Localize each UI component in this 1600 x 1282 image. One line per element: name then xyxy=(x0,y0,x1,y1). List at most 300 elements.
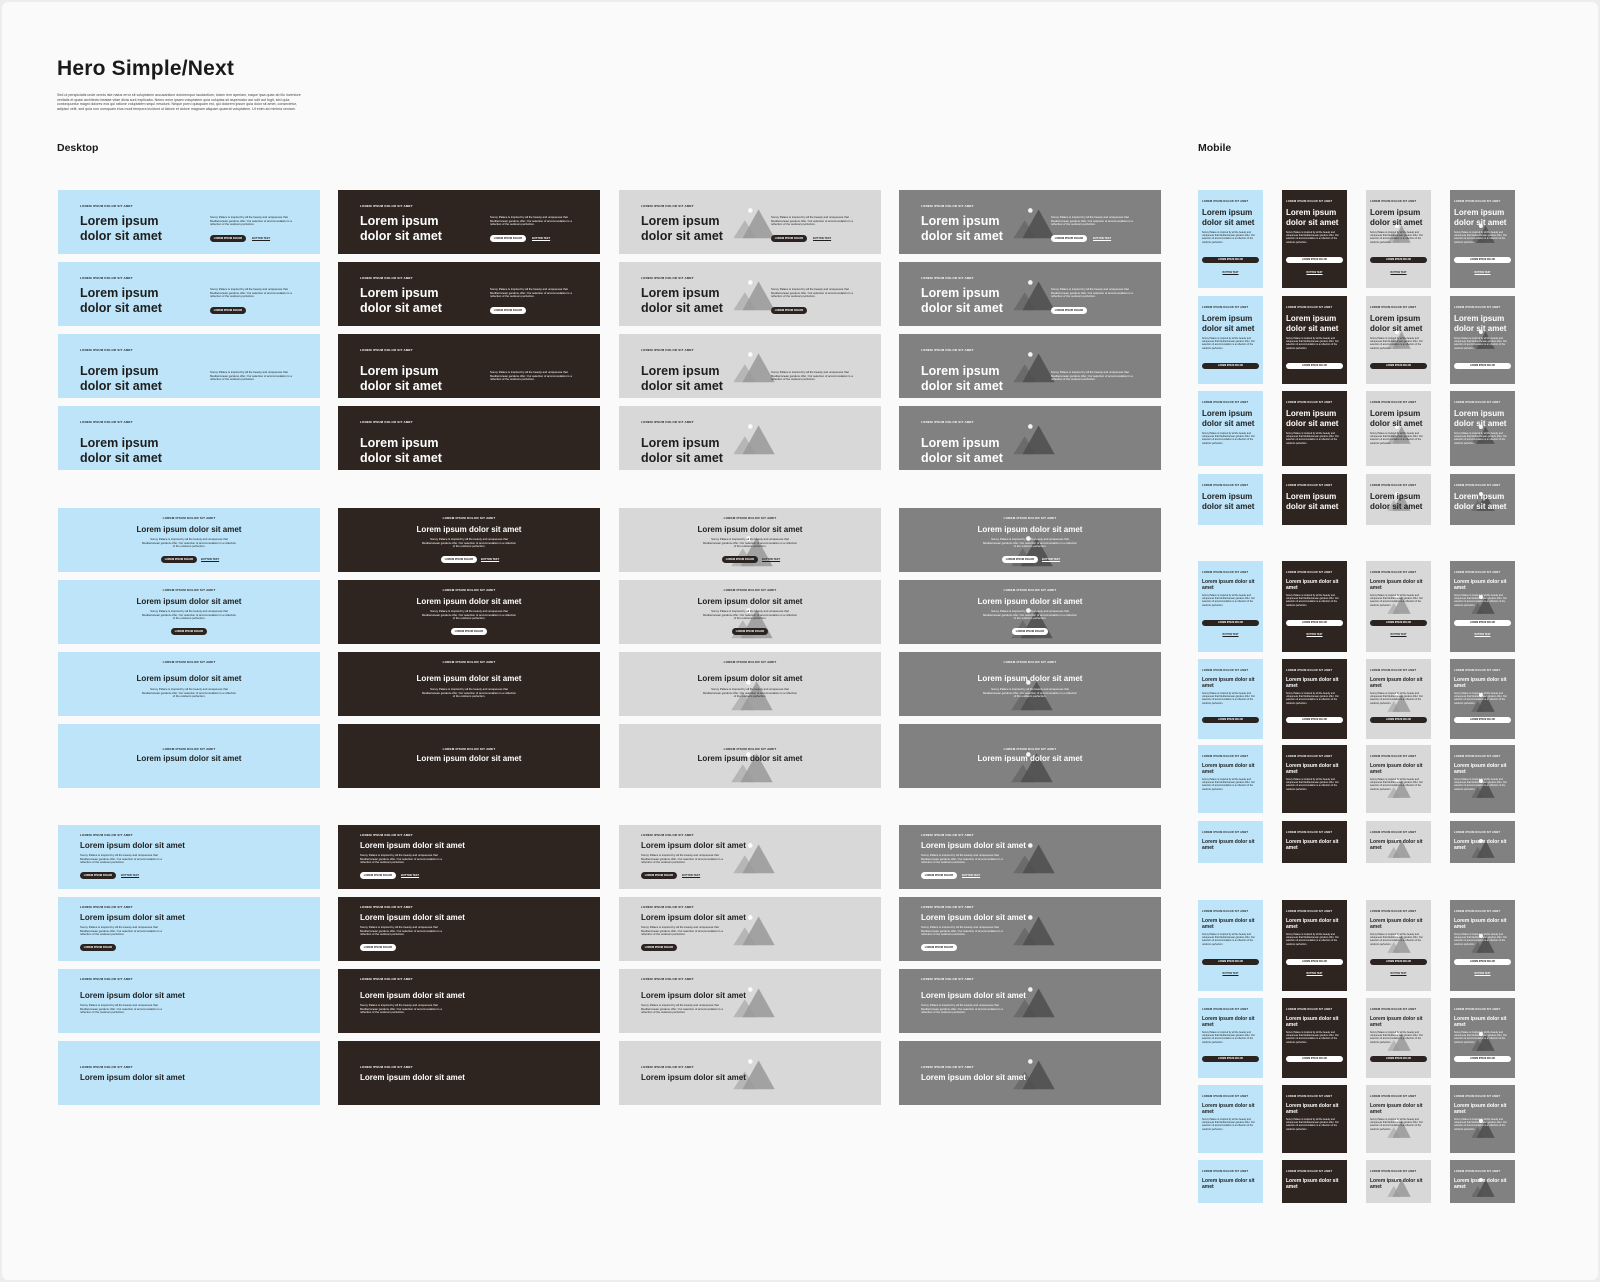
hero-card-desktop xyxy=(338,825,600,889)
hero-eyebrow: LOREM IPSUM DOLOR SIT AMET xyxy=(360,905,413,909)
hero-heading: Lorem ipsum dolor sit amet xyxy=(641,991,746,1000)
hero-secondary-button[interactable]: BUTTON TEXT xyxy=(1306,272,1323,274)
hero-heading: Lorem ipsum dolor sit amet xyxy=(1454,677,1507,690)
hero-secondary-button[interactable]: BUTTON TEXT xyxy=(1390,973,1407,975)
hero-eyebrow: LOREM IPSUM DOLOR SIT AMET xyxy=(1286,755,1333,758)
hero-secondary-button[interactable]: BUTTON TEXT xyxy=(1093,237,1112,240)
hero-eyebrow: LOREM IPSUM DOLOR SIT AMET xyxy=(1202,910,1249,913)
hero-heading: Lorem ipsum dolor sit amet xyxy=(1370,1178,1423,1191)
hero-heading: Lorem ipsum dolor sit amet xyxy=(1286,579,1339,592)
hero-card-mobile xyxy=(1282,561,1347,652)
image-placeholder-icon xyxy=(731,983,777,1019)
hero-eyebrow: LOREM IPSUM DOLOR SIT AMET xyxy=(1003,660,1057,664)
hero-primary-button[interactable]: LOREM IPSUM DOLOR xyxy=(732,628,768,635)
hero-heading: Lorem ipsum dolor sit amet xyxy=(360,436,442,465)
hero-eyebrow: LOREM IPSUM DOLOR SIT AMET xyxy=(360,420,413,424)
hero-heading: Lorem ipsum dolor sit amet xyxy=(416,754,522,763)
hero-primary-button[interactable]: LOREM IPSUM DOLOR xyxy=(1454,257,1511,263)
hero-eyebrow: LOREM IPSUM DOLOR SIT AMET xyxy=(1454,1095,1501,1098)
hero-eyebrow: LOREM IPSUM DOLOR SIT AMET xyxy=(1454,200,1501,203)
hero-heading: Lorem ipsum dolor sit amet xyxy=(416,597,522,606)
hero-body: Sonoy Palace is inspired by all the beauty and uniqueness that Mediterranean gardens offer. Our selection of accommodation is a reflection of the outdoors perfection. xyxy=(771,215,853,227)
hero-primary-button[interactable]: LOREM IPSUM DOLOR xyxy=(1012,628,1048,635)
hero-body: Sonoy Palace is inspired by all the beauty and uniqueness that Mediterranean gardens offer. Our selection of accommodation is a reflection of the outdoors perfection. xyxy=(1286,594,1339,607)
hero-eyebrow: LOREM IPSUM DOLOR SIT AMET xyxy=(921,833,974,837)
hero-heading: Lorem ipsum dolor sit amet xyxy=(1202,918,1255,931)
hero-card-mobile xyxy=(1198,391,1263,466)
hero-eyebrow: LOREM IPSUM DOLOR SIT AMET xyxy=(442,516,496,520)
hero-eyebrow: LOREM IPSUM DOLOR SIT AMET xyxy=(80,1065,133,1069)
hero-primary-button[interactable]: LOREM IPSUM DOLOR xyxy=(641,872,677,879)
hero-primary-button[interactable]: LOREM IPSUM DOLOR xyxy=(1454,1056,1511,1062)
hero-heading: Lorem ipsum dolor sit amet xyxy=(416,525,522,534)
hero-card-mobile xyxy=(1198,296,1263,384)
hero-heading: Lorem ipsum dolor sit amet xyxy=(1454,1016,1507,1029)
hero-card-mobile xyxy=(1366,190,1431,288)
hero-body: Sonoy Palace is inspired by all the beauty and uniqueness that Mediterranean gardens offer. Our selection of accommodation is a reflection of the outdoors perfection. xyxy=(1454,594,1507,607)
hero-body: Sonoy Palace is inspired by all the beauty and uniqueness that Mediterranean gardens offer. Our selection of accommodation is a reflection of the outdoors perfection. xyxy=(771,370,853,382)
hero-heading: Lorem ipsum dolor sit amet xyxy=(641,913,746,922)
hero-secondary-button[interactable]: BUTTON TEXT xyxy=(1042,558,1061,561)
hero-eyebrow: LOREM IPSUM DOLOR SIT AMET xyxy=(1202,1008,1249,1011)
hero-secondary-button[interactable]: BUTTON TEXT xyxy=(401,874,420,877)
hero-eyebrow: LOREM IPSUM DOLOR SIT AMET xyxy=(1370,306,1417,309)
hero-card-desktop xyxy=(58,825,320,889)
hero-heading: Lorem ipsum dolor sit amet xyxy=(1370,1103,1423,1116)
hero-media xyxy=(731,983,777,1019)
hero-heading: Lorem ipsum dolor sit amet xyxy=(80,364,162,393)
hero-primary-button[interactable]: LOREM IPSUM DOLOR xyxy=(1002,556,1038,563)
hero-heading: Lorem ipsum dolor sit amet xyxy=(1286,763,1339,776)
hero-eyebrow: LOREM IPSUM DOLOR SIT AMET xyxy=(442,747,496,751)
hero-primary-button[interactable]: LOREM IPSUM DOLOR xyxy=(771,307,807,314)
hero-eyebrow: LOREM IPSUM DOLOR SIT AMET xyxy=(1454,755,1501,758)
hero-body: Sonoy Palace is inspired by all the beauty and uniqueness that Mediterranean gardens offer. Our selection of accommodation is a reflection of the outdoors perfection. xyxy=(80,853,162,865)
hero-heading: Lorem ipsum dolor sit amet xyxy=(360,214,442,243)
hero-primary-button[interactable]: LOREM IPSUM DOLOR xyxy=(1202,620,1259,626)
hero-card-mobile xyxy=(1198,474,1263,525)
hero-secondary-button[interactable]: BUTTON TEXT xyxy=(252,237,271,240)
hero-eyebrow: LOREM IPSUM DOLOR SIT AMET xyxy=(641,833,694,837)
hero-heading: Lorem ipsum dolor sit amet xyxy=(1370,839,1423,852)
hero-card-mobile xyxy=(1366,1085,1431,1153)
hero-card-mobile xyxy=(1366,900,1431,991)
hero-card-desktop xyxy=(58,724,320,788)
hero-primary-button[interactable]: LOREM IPSUM DOLOR xyxy=(1370,620,1427,626)
hero-eyebrow: LOREM IPSUM DOLOR SIT AMET xyxy=(723,660,777,664)
hero-body: Sonoy Palace is inspired by all the beauty and uniqueness that Mediterranean gardens offer. Our selection of accommodation is a reflection of the outdoors perfection. xyxy=(921,853,1003,865)
hero-body: Sonoy Palace is inspired by all the beauty and uniqueness that Mediterranean gardens offer. Our selection of accommodation is a reflection of the outdoors perfection. xyxy=(641,925,723,937)
hero-primary-button[interactable]: LOREM IPSUM DOLOR xyxy=(1370,717,1427,723)
hero-eyebrow: LOREM IPSUM DOLOR SIT AMET xyxy=(1286,831,1333,834)
hero-eyebrow: LOREM IPSUM DOLOR SIT AMET xyxy=(1202,484,1249,487)
hero-heading: Lorem ipsum dolor sit amet xyxy=(1202,677,1255,690)
hero-eyebrow: LOREM IPSUM DOLOR SIT AMET xyxy=(1370,1170,1417,1173)
hero-secondary-button[interactable]: BUTTON TEXT xyxy=(1222,973,1239,975)
hero-eyebrow: LOREM IPSUM DOLOR SIT AMET xyxy=(641,348,694,352)
hero-card-mobile xyxy=(1450,900,1515,991)
hero-heading: Lorem ipsum dolor sit amet xyxy=(80,913,185,922)
hero-body: Sonoy Palace is inspired by all the beauty and uniqueness that Mediterranean gardens offer. Our selection of accommodation is a reflection of the outdoors perfection. xyxy=(1202,692,1255,705)
hero-primary-button[interactable]: LOREM IPSUM DOLOR xyxy=(771,235,807,242)
hero-heading: Lorem ipsum dolor sit amet xyxy=(136,754,242,763)
hero-heading: Lorem ipsum dolor sit amet xyxy=(697,674,803,683)
hero-card-desktop xyxy=(899,652,1161,716)
hero-heading: Lorem ipsum dolor sit amet xyxy=(1286,839,1339,852)
hero-eyebrow: LOREM IPSUM DOLOR SIT AMET xyxy=(360,204,413,208)
hero-card-mobile xyxy=(1198,821,1263,863)
hero-secondary-button[interactable]: BUTTON TEXT xyxy=(1222,272,1239,274)
image-placeholder-icon xyxy=(1011,983,1057,1019)
hero-primary-button[interactable]: LOREM IPSUM DOLOR xyxy=(1286,1056,1343,1062)
hero-body: Sonoy Palace is inspired by all the beauty and uniqueness that Mediterranean gardens offer. Our selection of accommodation is a reflection of the outdoors perfection. xyxy=(1202,933,1255,946)
hero-primary-button[interactable]: LOREM IPSUM DOLOR xyxy=(1370,1056,1427,1062)
hero-eyebrow: LOREM IPSUM DOLOR SIT AMET xyxy=(1370,1095,1417,1098)
hero-card-mobile xyxy=(1198,561,1263,652)
hero-card-mobile xyxy=(1282,659,1347,739)
hero-card-mobile xyxy=(1282,391,1347,466)
hero-card-mobile xyxy=(1366,1160,1431,1203)
hero-eyebrow: LOREM IPSUM DOLOR SIT AMET xyxy=(1454,669,1501,672)
hero-eyebrow: LOREM IPSUM DOLOR SIT AMET xyxy=(921,905,974,909)
hero-secondary-button[interactable]: BUTTON TEXT xyxy=(1306,634,1323,636)
hero-secondary-button[interactable]: BUTTON TEXT xyxy=(1390,634,1407,636)
hero-primary-button[interactable]: LOREM IPSUM DOLOR xyxy=(1370,363,1427,369)
hero-body: Sonoy Palace is inspired by all the beauty and uniqueness that Mediterranean gardens offer. Our selection of accommodation is a reflection of the outdoors perfection. xyxy=(490,215,572,227)
hero-body: Sonoy Palace is inspired by all the beauty and uniqueness that Mediterranean gardens offer. Our selection of accommodation is a reflection of the outdoors perfection. xyxy=(1454,337,1507,350)
hero-eyebrow: LOREM IPSUM DOLOR SIT AMET xyxy=(442,588,496,592)
hero-primary-button[interactable]: LOREM IPSUM DOLOR xyxy=(1202,1056,1259,1062)
hero-primary-button[interactable]: LOREM IPSUM DOLOR xyxy=(80,872,116,879)
hero-eyebrow: LOREM IPSUM DOLOR SIT AMET xyxy=(641,420,694,424)
hero-card-mobile xyxy=(1366,296,1431,384)
hero-body: Sonoy Palace is inspired by all the beauty and uniqueness that Mediterranean gardens offer. Our selection of accommodation is a reflection of the outdoors perfection. xyxy=(1202,1118,1255,1131)
hero-card-mobile xyxy=(1450,391,1515,466)
hero-secondary-button[interactable]: BUTTON TEXT xyxy=(1390,272,1407,274)
hero-card-desktop xyxy=(899,334,1161,398)
hero-heading: Lorem ipsum dolor sit amet xyxy=(1454,492,1507,511)
hero-secondary-button[interactable]: BUTTON TEXT xyxy=(962,874,981,877)
hero-card-desktop xyxy=(899,825,1161,889)
hero-secondary-button[interactable]: BUTTON TEXT xyxy=(762,558,781,561)
hero-primary-button[interactable]: LOREM IPSUM DOLOR xyxy=(1454,620,1511,626)
hero-heading: Lorem ipsum dolor sit amet xyxy=(1202,839,1255,852)
hero-primary-button[interactable]: LOREM IPSUM DOLOR xyxy=(161,556,197,563)
hero-body: Sonoy Palace is inspired by all the beauty and uniqueness that Mediterranean gardens offer. Our selection of accommodation is a reflection of the outdoors perfection. xyxy=(1454,692,1507,705)
hero-heading: Lorem ipsum dolor sit amet xyxy=(1454,208,1507,227)
hero-secondary-button[interactable]: BUTTON TEXT xyxy=(1474,973,1491,975)
hero-heading: Lorem ipsum dolor sit amet xyxy=(1454,763,1507,776)
hero-body: Sonoy Palace is inspired by all the beauty and uniqueness that Mediterranean gardens offer. Our selection of accommodation is a reflection of the outdoors perfection. xyxy=(1202,337,1255,350)
hero-heading: Lorem ipsum dolor sit amet xyxy=(416,674,522,683)
hero-card-desktop xyxy=(619,262,881,326)
hero-card-mobile xyxy=(1450,998,1515,1078)
hero-body: Sonoy Palace is inspired by all the beauty and uniqueness that Mediterranean gardens offer. Our selection of accommodation is a reflection of the outdoors perfection. xyxy=(1370,432,1423,445)
hero-primary-button[interactable]: LOREM IPSUM DOLOR xyxy=(210,307,246,314)
hero-body: Sonoy Palace is inspired by all the beauty and uniqueness that Mediterranean gardens offer. Our selection of accommodation is a reflection of the outdoors perfection. xyxy=(210,215,292,227)
hero-body: Sonoy Palace is inspired by all the beauty and uniqueness that Mediterranean gardens offer. Our selection of accommodation is a reflection of the outdoors perfection. xyxy=(982,609,1077,621)
hero-card-desktop xyxy=(338,508,600,572)
hero-card-mobile xyxy=(1366,659,1431,739)
hero-primary-button[interactable]: LOREM IPSUM DOLOR xyxy=(1051,307,1087,314)
hero-card-desktop xyxy=(338,262,600,326)
hero-primary-button[interactable]: LOREM IPSUM DOLOR xyxy=(1454,717,1511,723)
hero-card-desktop xyxy=(619,406,881,470)
hero-card-desktop xyxy=(619,897,881,961)
hero-eyebrow: LOREM IPSUM DOLOR SIT AMET xyxy=(1286,306,1333,309)
hero-heading: Lorem ipsum dolor sit amet xyxy=(80,1073,185,1082)
hero-eyebrow: LOREM IPSUM DOLOR SIT AMET xyxy=(921,977,974,981)
hero-secondary-button[interactable]: BUTTON TEXT xyxy=(1474,634,1491,636)
hero-body: Sonoy Palace is inspired by all the beauty and uniqueness that Mediterranean gardens offer. Our selection of accommodation is a reflection of the outdoors perfection. xyxy=(1370,933,1423,946)
hero-card-mobile xyxy=(1282,821,1347,863)
hero-body: Sonoy Palace is inspired by all the beauty and uniqueness that Mediterranean gardens offer. Our selection of accommodation is a reflection of the outdoors perfection. xyxy=(1370,1031,1423,1044)
hero-primary-button[interactable]: LOREM IPSUM DOLOR xyxy=(1286,959,1343,965)
hero-body: Sonoy Palace is inspired by all the beauty and uniqueness that Mediterranean gardens offer. Our selection of accommodation is a reflection of the outdoors perfection. xyxy=(141,687,236,699)
hero-card-mobile xyxy=(1282,296,1347,384)
hero-secondary-button[interactable]: BUTTON TEXT xyxy=(1306,973,1323,975)
hero-heading: Lorem ipsum dolor sit amet xyxy=(1370,314,1423,333)
hero-body: Sonoy Palace is inspired by all the beauty and uniqueness that Mediterranean gardens offer. Our selection of accommodation is a reflection of the outdoors perfection. xyxy=(1286,778,1339,791)
hero-heading: Lorem ipsum dolor sit amet xyxy=(977,525,1083,534)
hero-card-mobile xyxy=(1198,190,1263,288)
hero-body: Sonoy Palace is inspired by all the beauty and uniqueness that Mediterranean gardens offer. Our selection of accommodation is a reflection of the outdoors perfection. xyxy=(141,537,236,549)
hero-card-desktop xyxy=(338,190,600,254)
hero-heading: Lorem ipsum dolor sit amet xyxy=(80,436,162,465)
hero-body: Sonoy Palace is inspired by all the beauty and uniqueness that Mediterranean gardens offer. Our selection of accommodation is a reflection of the outdoors perfection. xyxy=(1202,432,1255,445)
hero-body: Sonoy Palace is inspired by all the beauty and uniqueness that Mediterranean gardens offer. Our selection of accommodation is a reflection of the outdoors perfection. xyxy=(210,370,292,382)
hero-heading: Lorem ipsum dolor sit amet xyxy=(1370,409,1423,428)
hero-heading: Lorem ipsum dolor sit amet xyxy=(1370,763,1423,776)
hero-body: Sonoy Palace is inspired by all the beauty and uniqueness that Mediterranean gardens offer. Our selection of accommodation is a reflection of the outdoors perfection. xyxy=(1286,231,1339,244)
hero-primary-button[interactable]: LOREM IPSUM DOLOR xyxy=(1370,959,1427,965)
hero-card-desktop xyxy=(58,652,320,716)
hero-heading: Lorem ipsum dolor sit amet xyxy=(360,1073,465,1082)
hero-heading: Lorem ipsum dolor sit amet xyxy=(360,286,442,315)
hero-eyebrow: LOREM IPSUM DOLOR SIT AMET xyxy=(80,833,133,837)
hero-heading: Lorem ipsum dolor sit amet xyxy=(1202,1178,1255,1191)
hero-card-mobile xyxy=(1366,391,1431,466)
hero-heading: Lorem ipsum dolor sit amet xyxy=(1286,677,1339,690)
hero-card-desktop xyxy=(338,334,600,398)
hero-body: Sonoy Palace is inspired by all the beauty and uniqueness that Mediterranean gardens offer. Our selection of accommodation is a reflection of the outdoors perfection. xyxy=(210,287,292,299)
hero-primary-button[interactable]: LOREM IPSUM DOLOR xyxy=(722,556,758,563)
hero-primary-button[interactable]: LOREM IPSUM DOLOR xyxy=(1202,959,1259,965)
hero-heading: Lorem ipsum dolor sit amet xyxy=(921,1073,1026,1082)
hero-secondary-button[interactable]: BUTTON TEXT xyxy=(813,237,832,240)
hero-heading: Lorem ipsum dolor sit amet xyxy=(1202,492,1255,511)
hero-primary-button[interactable]: LOREM IPSUM DOLOR xyxy=(451,628,487,635)
hero-card-desktop xyxy=(338,580,600,644)
hero-body: Sonoy Palace is inspired by all the beauty and uniqueness that Mediterranean gardens offer. Our selection of accommodation is a reflection of the outdoors perfection. xyxy=(1286,1031,1339,1044)
hero-heading: Lorem ipsum dolor sit amet xyxy=(641,214,723,243)
hero-card-desktop xyxy=(338,724,600,788)
hero-secondary-button[interactable]: BUTTON TEXT xyxy=(682,874,701,877)
hero-card-desktop xyxy=(619,969,881,1033)
hero-body: Sonoy Palace is inspired by all the beauty and uniqueness that Mediterranean gardens offer. Our selection of accommodation is a reflection of the outdoors perfection. xyxy=(1370,337,1423,350)
hero-eyebrow: LOREM IPSUM DOLOR SIT AMET xyxy=(1454,910,1501,913)
hero-secondary-button[interactable]: BUTTON TEXT xyxy=(1222,634,1239,636)
hero-eyebrow: LOREM IPSUM DOLOR SIT AMET xyxy=(921,348,974,352)
hero-body: Sonoy Palace is inspired by all the beauty and uniqueness that Mediterranean gardens offer. Our selection of accommodation is a reflection of the outdoors perfection. xyxy=(1202,594,1255,607)
hero-card-desktop xyxy=(58,969,320,1033)
hero-eyebrow: LOREM IPSUM DOLOR SIT AMET xyxy=(1454,306,1501,309)
hero-eyebrow: LOREM IPSUM DOLOR SIT AMET xyxy=(1370,831,1417,834)
hero-primary-button[interactable]: LOREM IPSUM DOLOR xyxy=(210,235,246,242)
hero-card-mobile xyxy=(1450,561,1515,652)
hero-body: Sonoy Palace is inspired by all the beauty and uniqueness that Mediterranean gardens offer. Our selection of accommodation is a reflection of the outdoors perfection. xyxy=(1454,1031,1507,1044)
hero-card-mobile xyxy=(1198,745,1263,813)
hero-primary-button[interactable]: LOREM IPSUM DOLOR xyxy=(1286,717,1343,723)
hero-primary-button[interactable]: LOREM IPSUM DOLOR xyxy=(1202,363,1259,369)
hero-eyebrow: LOREM IPSUM DOLOR SIT AMET xyxy=(1370,755,1417,758)
hero-primary-button[interactable]: LOREM IPSUM DOLOR xyxy=(360,944,396,951)
hero-card-desktop xyxy=(619,190,881,254)
hero-heading: Lorem ipsum dolor sit amet xyxy=(921,364,1003,393)
hero-primary-button[interactable]: LOREM IPSUM DOLOR xyxy=(360,872,396,879)
hero-eyebrow: LOREM IPSUM DOLOR SIT AMET xyxy=(1286,1008,1333,1011)
hero-heading: Lorem ipsum dolor sit amet xyxy=(80,841,185,850)
hero-secondary-button[interactable]: BUTTON TEXT xyxy=(481,558,500,561)
hero-primary-button[interactable]: LOREM IPSUM DOLOR xyxy=(641,944,677,951)
hero-heading: Lorem ipsum dolor sit amet xyxy=(1202,314,1255,333)
hero-secondary-button[interactable]: BUTTON TEXT xyxy=(532,237,551,240)
hero-eyebrow: LOREM IPSUM DOLOR SIT AMET xyxy=(1370,484,1417,487)
hero-eyebrow: LOREM IPSUM DOLOR SIT AMET xyxy=(641,1065,694,1069)
hero-body: Sonoy Palace is inspired by all the beauty and uniqueness that Mediterranean gardens offer. Our selection of accommodation is a reflection of the outdoors perfection. xyxy=(982,537,1077,549)
hero-heading: Lorem ipsum dolor sit amet xyxy=(1286,1016,1339,1029)
hero-heading: Lorem ipsum dolor sit amet xyxy=(1454,918,1507,931)
hero-heading: Lorem ipsum dolor sit amet xyxy=(641,286,723,315)
hero-body: Sonoy Palace is inspired by all the beauty and uniqueness that Mediterranean gardens offer. Our selection of accommodation is a reflection of the outdoors perfection. xyxy=(1202,778,1255,791)
hero-card-desktop xyxy=(58,262,320,326)
hero-card-desktop xyxy=(619,580,881,644)
hero-primary-button[interactable]: LOREM IPSUM DOLOR xyxy=(1286,363,1343,369)
hero-eyebrow: LOREM IPSUM DOLOR SIT AMET xyxy=(360,276,413,280)
hero-primary-button[interactable]: LOREM IPSUM DOLOR xyxy=(1370,257,1427,263)
hero-card-mobile xyxy=(1282,745,1347,813)
hero-body: Sonoy Palace is inspired by all the beauty and uniqueness that Mediterranean gardens offer. Our selection of accommodation is a reflection of the outdoors perfection. xyxy=(1370,778,1423,791)
hero-eyebrow: LOREM IPSUM DOLOR SIT AMET xyxy=(442,660,496,664)
hero-primary-button[interactable]: LOREM IPSUM DOLOR xyxy=(1454,959,1511,965)
hero-primary-button[interactable]: LOREM IPSUM DOLOR xyxy=(921,944,957,951)
hero-eyebrow: LOREM IPSUM DOLOR SIT AMET xyxy=(1202,669,1249,672)
hero-body: Sonoy Palace is inspired by all the beauty and uniqueness that Mediterranean gardens offer. Our selection of accommodation is a reflection of the outdoors perfection. xyxy=(360,1003,442,1015)
hero-secondary-button[interactable]: BUTTON TEXT xyxy=(121,874,140,877)
hero-heading: Lorem ipsum dolor sit amet xyxy=(921,214,1003,243)
hero-body: Sonoy Palace is inspired by all the beauty and uniqueness that Mediterranean gardens offer. Our selection of accommodation is a reflection of the outdoors perfection. xyxy=(141,609,236,621)
hero-primary-button[interactable]: LOREM IPSUM DOLOR xyxy=(1202,257,1259,263)
hero-card-desktop xyxy=(899,724,1161,788)
hero-heading: Lorem ipsum dolor sit amet xyxy=(136,674,242,683)
hero-eyebrow: LOREM IPSUM DOLOR SIT AMET xyxy=(921,420,974,424)
hero-eyebrow: LOREM IPSUM DOLOR SIT AMET xyxy=(1454,571,1501,574)
hero-eyebrow: LOREM IPSUM DOLOR SIT AMET xyxy=(723,588,777,592)
hero-card-mobile xyxy=(1198,1085,1263,1153)
hero-body: Sonoy Palace is inspired by all the beauty and uniqueness that Mediterranean gardens offer. Our selection of accommodation is a reflection of the outdoors perfection. xyxy=(1454,778,1507,791)
hero-body: Sonoy Palace is inspired by all the beauty and uniqueness that Mediterranean gardens offer. Our selection of accommodation is a reflection of the outdoors perfection. xyxy=(702,687,797,699)
hero-heading: Lorem ipsum dolor sit amet xyxy=(1286,314,1339,333)
hero-eyebrow: LOREM IPSUM DOLOR SIT AMET xyxy=(1286,1095,1333,1098)
section-label-mobile: Mobile xyxy=(1198,142,1232,154)
hero-eyebrow: LOREM IPSUM DOLOR SIT AMET xyxy=(162,516,216,520)
hero-body: Sonoy Palace is inspired by all the beauty and uniqueness that Mediterranean gardens offer. Our selection of accommodation is a reflection of the outdoors perfection. xyxy=(1370,231,1423,244)
hero-eyebrow: LOREM IPSUM DOLOR SIT AMET xyxy=(1370,401,1417,404)
hero-eyebrow: LOREM IPSUM DOLOR SIT AMET xyxy=(1202,401,1249,404)
hero-primary-button[interactable]: LOREM IPSUM DOLOR xyxy=(441,556,477,563)
hero-eyebrow: LOREM IPSUM DOLOR SIT AMET xyxy=(1286,484,1333,487)
hero-eyebrow: LOREM IPSUM DOLOR SIT AMET xyxy=(1286,669,1333,672)
hero-eyebrow: LOREM IPSUM DOLOR SIT AMET xyxy=(1286,571,1333,574)
hero-primary-button[interactable]: LOREM IPSUM DOLOR xyxy=(1202,717,1259,723)
hero-heading: Lorem ipsum dolor sit amet xyxy=(360,364,442,393)
hero-card-desktop xyxy=(338,652,600,716)
hero-heading: Lorem ipsum dolor sit amet xyxy=(80,214,162,243)
hero-eyebrow: LOREM IPSUM DOLOR SIT AMET xyxy=(1003,588,1057,592)
hero-eyebrow: LOREM IPSUM DOLOR SIT AMET xyxy=(360,1065,413,1069)
hero-heading: Lorem ipsum dolor sit amet xyxy=(921,286,1003,315)
page-title: Hero Simple/Next xyxy=(57,57,235,80)
hero-eyebrow: LOREM IPSUM DOLOR SIT AMET xyxy=(360,348,413,352)
hero-eyebrow: LOREM IPSUM DOLOR SIT AMET xyxy=(1370,669,1417,672)
hero-primary-button[interactable]: LOREM IPSUM DOLOR xyxy=(1286,257,1343,263)
hero-body: Sonoy Palace is inspired by all the beauty and uniqueness that Mediterranean gardens offer. Our selection of accommodation is a reflection of the outdoors perfection. xyxy=(771,287,853,299)
hero-eyebrow: LOREM IPSUM DOLOR SIT AMET xyxy=(162,588,216,592)
hero-body: Sonoy Palace is inspired by all the beauty and uniqueness that Mediterranean gardens offer. Our selection of accommodation is a reflection of the outdoors perfection. xyxy=(1051,215,1133,227)
hero-secondary-button[interactable]: BUTTON TEXT xyxy=(1474,272,1491,274)
hero-eyebrow: LOREM IPSUM DOLOR SIT AMET xyxy=(1202,1095,1249,1098)
hero-primary-button[interactable]: LOREM IPSUM DOLOR xyxy=(1051,235,1087,242)
hero-eyebrow: LOREM IPSUM DOLOR SIT AMET xyxy=(641,204,694,208)
hero-eyebrow: LOREM IPSUM DOLOR SIT AMET xyxy=(921,1065,974,1069)
hero-eyebrow: LOREM IPSUM DOLOR SIT AMET xyxy=(1454,484,1501,487)
hero-body: Sonoy Palace is inspired by all the beauty and uniqueness that Mediterranean gardens offer. Our selection of accommodation is a reflection of the outdoors perfection. xyxy=(1370,1118,1423,1131)
hero-eyebrow: LOREM IPSUM DOLOR SIT AMET xyxy=(1454,831,1501,834)
hero-body: Sonoy Palace is inspired by all the beauty and uniqueness that Mediterranean gardens offer. Our selection of accommodation is a reflection of the outdoors perfection. xyxy=(702,609,797,621)
hero-primary-button[interactable]: LOREM IPSUM DOLOR xyxy=(490,307,526,314)
hero-card-mobile xyxy=(1450,474,1515,525)
hero-heading: Lorem ipsum dolor sit amet xyxy=(136,597,242,606)
hero-body: Sonoy Palace is inspired by all the beauty and uniqueness that Mediterranean gardens offer. Our selection of accommodation is a reflection of the outdoors perfection. xyxy=(1454,231,1507,244)
hero-heading: Lorem ipsum dolor sit amet xyxy=(1286,492,1339,511)
hero-primary-button[interactable]: LOREM IPSUM DOLOR xyxy=(1286,620,1343,626)
hero-heading: Lorem ipsum dolor sit amet xyxy=(1454,314,1507,333)
hero-card-mobile xyxy=(1282,900,1347,991)
hero-secondary-button[interactable]: BUTTON TEXT xyxy=(201,558,220,561)
hero-card-desktop xyxy=(619,1041,881,1105)
hero-eyebrow: LOREM IPSUM DOLOR SIT AMET xyxy=(1370,910,1417,913)
hero-card-desktop xyxy=(338,897,600,961)
hero-body: Sonoy Palace is inspired by all the beauty and uniqueness that Mediterranean gardens offer. Our selection of accommodation is a reflection of the outdoors perfection. xyxy=(1286,337,1339,350)
hero-card-mobile xyxy=(1282,190,1347,288)
hero-body: Sonoy Palace is inspired by all the beauty and uniqueness that Mediterranean gardens offer. Our selection of accommodation is a reflection of the outdoors perfection. xyxy=(360,925,442,937)
hero-primary-button[interactable]: LOREM IPSUM DOLOR xyxy=(490,235,526,242)
section-label-desktop: Desktop xyxy=(57,142,99,154)
hero-eyebrow: LOREM IPSUM DOLOR SIT AMET xyxy=(1370,200,1417,203)
hero-primary-button[interactable]: LOREM IPSUM DOLOR xyxy=(921,872,957,879)
hero-card-desktop xyxy=(899,190,1161,254)
hero-card-mobile xyxy=(1450,745,1515,813)
hero-primary-button[interactable]: LOREM IPSUM DOLOR xyxy=(171,628,207,635)
hero-heading: Lorem ipsum dolor sit amet xyxy=(80,286,162,315)
hero-card-desktop xyxy=(619,508,881,572)
hero-eyebrow: LOREM IPSUM DOLOR SIT AMET xyxy=(1202,200,1249,203)
hero-body: Sonoy Palace is inspired by all the beauty and uniqueness that Mediterranean gardens offer. Our selection of accommodation is a reflection of the outdoors perfection. xyxy=(702,537,797,549)
hero-card-mobile xyxy=(1282,1085,1347,1153)
hero-body: Sonoy Palace is inspired by all the beauty and uniqueness that Mediterranean gardens offer. Our selection of accommodation is a reflection of the outdoors perfection. xyxy=(421,609,516,621)
hero-primary-button[interactable]: LOREM IPSUM DOLOR xyxy=(1454,363,1511,369)
hero-primary-button[interactable]: LOREM IPSUM DOLOR xyxy=(80,944,116,951)
